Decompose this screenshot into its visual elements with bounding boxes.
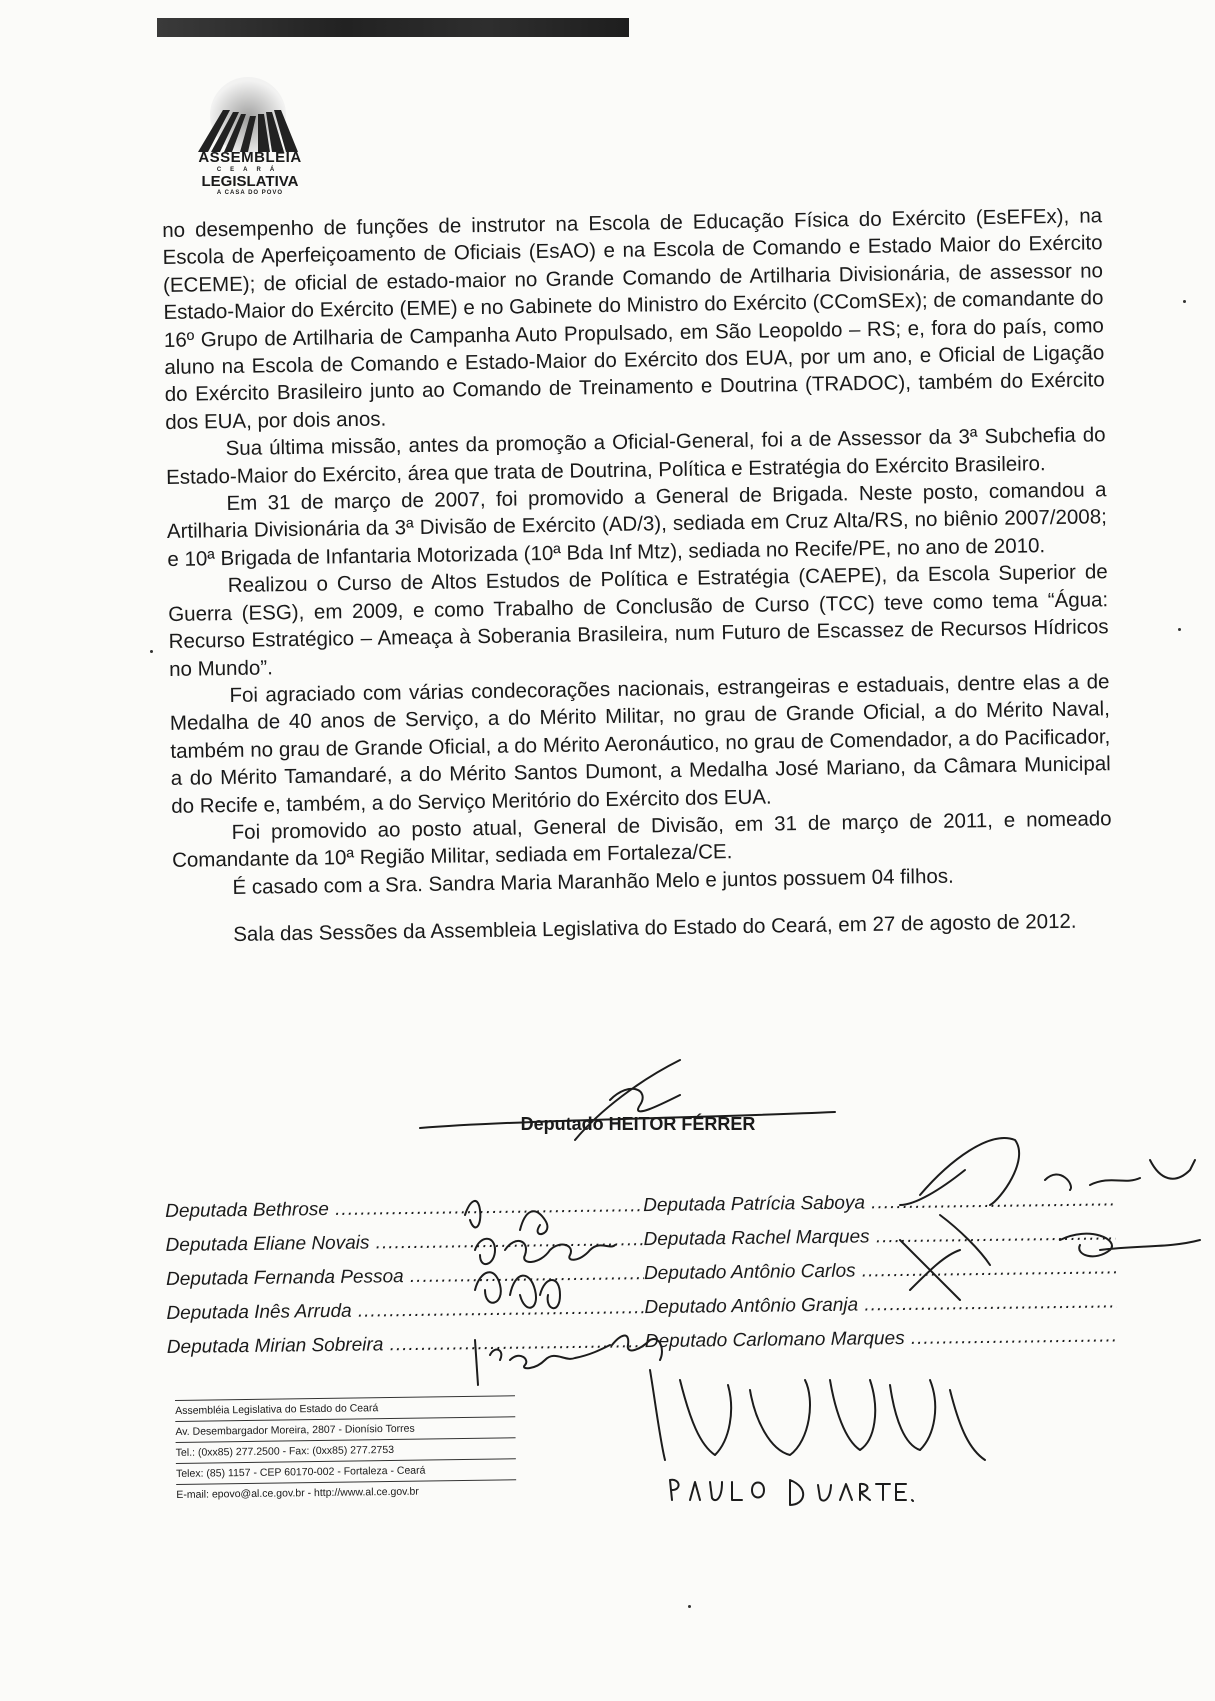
footer-line: E-mail: epovo@al.ce.gov.br - http://www.al.ce.gov.br	[176, 1479, 516, 1505]
deputies-list	[165, 1183, 1127, 1365]
scan-speck	[688, 1605, 691, 1608]
paragraph-6: Foi promovido ao posto atual, General de Divisão, em 31 de março de 2011, e nomeado Comandante da 10ª Região Militar, sediada em Fortaleza/CE.	[171, 807, 1112, 873]
deputy-name: Deputada Rachel Marques .....	[643, 1217, 1115, 1257]
paragraph-4: Realizou o Curso de Altos Estudos de Política e Estratégia (CAEPE), da Escola Superior de Guerra (ESG), em 2009, e como Trabalho de Conclusão de Curso (TCC) teve como tema “Água: Recurso Estratégico – Ameaça à Soberania Brasileira, num Futuro de Escassez de Recursos Hídricos no Mundo”.	[168, 560, 1109, 681]
logo-line-1: ASSEMBLÉIA	[198, 149, 302, 166]
deputy-name: Deputada Inês Arruda .....	[166, 1291, 644, 1331]
signer-name: Deputado HEITOR FÉRRER	[520, 1114, 756, 1134]
scan-speck	[1178, 628, 1181, 631]
paragraph-5: Foi agraciado com várias condecorações nacionais, estrangeiras e estaduais, dentre elas a de Medalha de 40 anos de Serviço, a do Mérito Militar, no grau de Grande Oficial, a do Mérito Naval, também no grau de Grande Oficial, a do Mérito Aeronáutico, no grau de Comendador, a do Pacificador, a do Mérito Tamandaré, a do Mérito Santos Dumont, a Medalha José Mariano, da Câmara Municipal do Recife e, também, a do Serviço Meritório do Exército dos EUA.	[169, 670, 1111, 818]
paragraph-1: no desempenho de funções de instrutor na Escola de Educação Física do Exército (EsEFEx), na Escola de Aperfeiçoamento de Oficiais (EsAO) e na Escola de Comando e Estado Maior do Exército (ECEME); de oficial de estado-maior no Grande Comando de Artilharia Divisionária, de assessor no Estado-Maior do Exército (EME) e no Gabinete do Ministro do Exército (CComSEx); de comandante do 16º Grupo de Artilharia de Campanha Auto Propulsado, em São Leopoldo – RS; e, fora do país, como aluno na Escola de Comando e Estado-Maior do Exército dos EUA, por um ano, e Oficial de Ligação do Exército Brasileiro junto ao Comando de Treinamento e Doutrina (TRADOC), também do Exército dos EUA, por dois anos.	[162, 204, 1105, 434]
paragraph-2: Sua última missão, antes da promoção a Oficial-General, foi a de Assessor da 3ª Subchefia do Estado-Maior do Exército, área que trata de Doutrina, Política e Estratégia do Exército Brasileiro.	[165, 423, 1106, 489]
deputy-name: Deputada Bethrose .....	[165, 1189, 643, 1229]
logo-line-2: CEARÁ	[216, 167, 284, 173]
footer-line: Assembléia Legislativa do Estado do Ceará	[175, 1395, 515, 1421]
paragraph-3: Em 31 de março de 2007, foi promovido a General de Brigada. Neste posto, comandou a Artilharia Divisionária da 3ª Divisão de Exército (AD/3), sediada em Cruz Alta/RS, no biênio 2007/2008; e 10ª Brigada de Infantaria Motorizada (10ª Bda Inf Mtz), sediada no Recife/PE, no ano de 2010.	[166, 478, 1108, 571]
logo-line-4: A CASA DO POVO	[216, 190, 284, 196]
address-footer	[175, 1395, 516, 1505]
deputy-name: Deputada Fernanda Pessoa .....	[166, 1257, 644, 1297]
deputy-name: Deputado Antônio Carlos .....	[644, 1251, 1116, 1291]
assembly-logo-text	[185, 150, 315, 197]
scan-speck	[1183, 300, 1186, 303]
closing-paragraph: Sala das Sessões da Assembleia Legislativa do Estado do Ceará, em 27 de agosto de 2012.	[233, 909, 1077, 947]
deputy-name: Deputada Patrícia Saboya .....	[643, 1183, 1115, 1223]
paragraph-7: É casado com a Sra. Sandra Maria Maranhão Melo e juntos possuem 04 filhos.	[232, 864, 954, 899]
scan-speck	[150, 650, 153, 653]
deputy-name: Deputado Carlomano Marques .....	[645, 1319, 1117, 1359]
footer-line: Tel.: (0xx85) 277.2500 - Fax: (0xx85) 277.2753	[176, 1437, 516, 1463]
document-body	[162, 202, 1113, 949]
scan-top-bar	[157, 18, 629, 37]
footer-line: Telex: (85) 1157 - CEP 60170-002 - Fortaleza - Ceará	[176, 1458, 516, 1484]
deputy-name: Deputado Antônio Granja .....	[644, 1285, 1116, 1325]
deputy-name: Deputada Mirian Sobreira .....	[167, 1325, 645, 1365]
deputy-name: Deputada Eliane Novais .....	[165, 1223, 643, 1263]
signature-paulo-duarte	[650, 1370, 985, 1460]
logo-line-3: LEGISLATIVA	[201, 173, 299, 190]
footer-line: Av. Desembargador Moreira, 2807 - Dionísio Torres	[175, 1416, 515, 1442]
